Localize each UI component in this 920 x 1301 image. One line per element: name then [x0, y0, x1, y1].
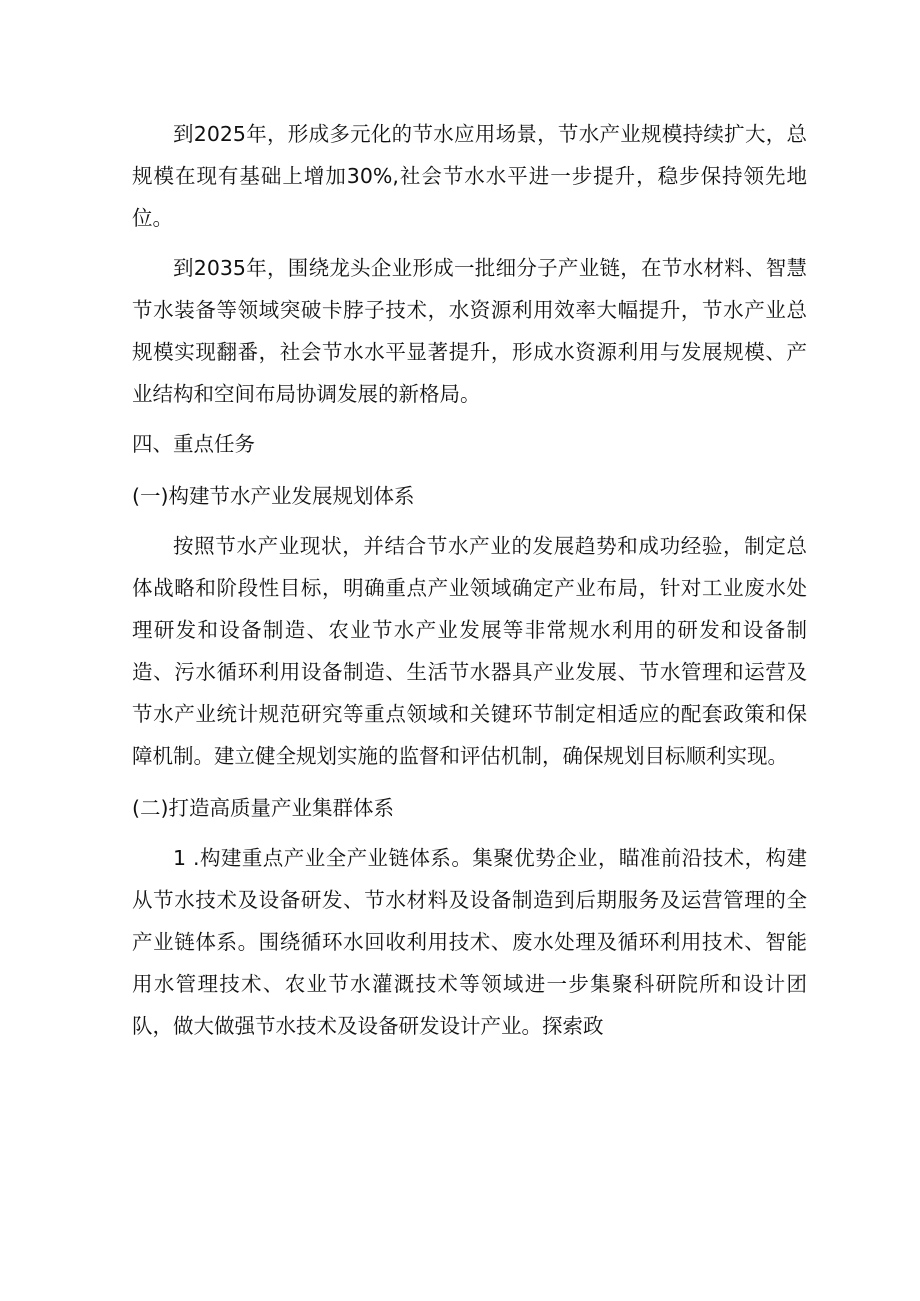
section-heading-key-tasks: 四、重点任务	[132, 432, 255, 456]
paragraph-2035-goals: 到2035年，围绕龙头企业形成一批细分子产业链，在节水材料、智慧节水装备等领域突破卡脖子技术，水资源利用效率大幅提升，节水产业总规模实现翻番，社会节水水平显著提升，形成水资源利用与发展规模、产业结构和空间布局协调发展的新格局。	[132, 256, 807, 406]
document-body	[132, 113, 807, 1047]
subsection-heading-planning-system: (一)构建节水产业发展规划体系	[132, 484, 415, 508]
paragraph-industry-chain: 1 .构建重点产业全产业链体系。集聚优势企业，瞄准前沿技术，构建从节水技术及设备研发、节水材料及设备制造到后期服务及运营管理的全产业链体系。围绕循环水回收利用技术、废水处理及循环利用技术、智能用水管理技术、农业节水灌溉技术等领域进一步集聚科研院所和设计团队，做大做强节水技术及设备研发设计产业。探索政	[132, 846, 807, 1038]
paragraph-planning-system: 按照节水产业现状，并结合节水产业的发展趋势和成功经验，制定总体战略和阶段性目标，明确重点产业领域确定产业布局，针对工业废水处理研发和设备制造、农业节水产业发展等非常规水利用的研发和设备制造、污水循环利用设备制造、生活节水器具产业发展、节水管理和运营及节水产业统计规范研究等重点领域和关键环节制定相适应的配套政策和保障机制。建立健全规划实施的监督和评估机制，确保规划目标顺利实现。	[132, 534, 807, 768]
paragraph-2025-goals: 到2025年，形成多元化的节水应用场景，节水产业规模持续扩大，总规模在现有基础上增加30%,社会节水水平进一步提升，稳步保持领先地位。	[132, 122, 807, 230]
subsection-heading-industry-cluster: (二)打造高质量产业集群体系	[132, 796, 394, 820]
